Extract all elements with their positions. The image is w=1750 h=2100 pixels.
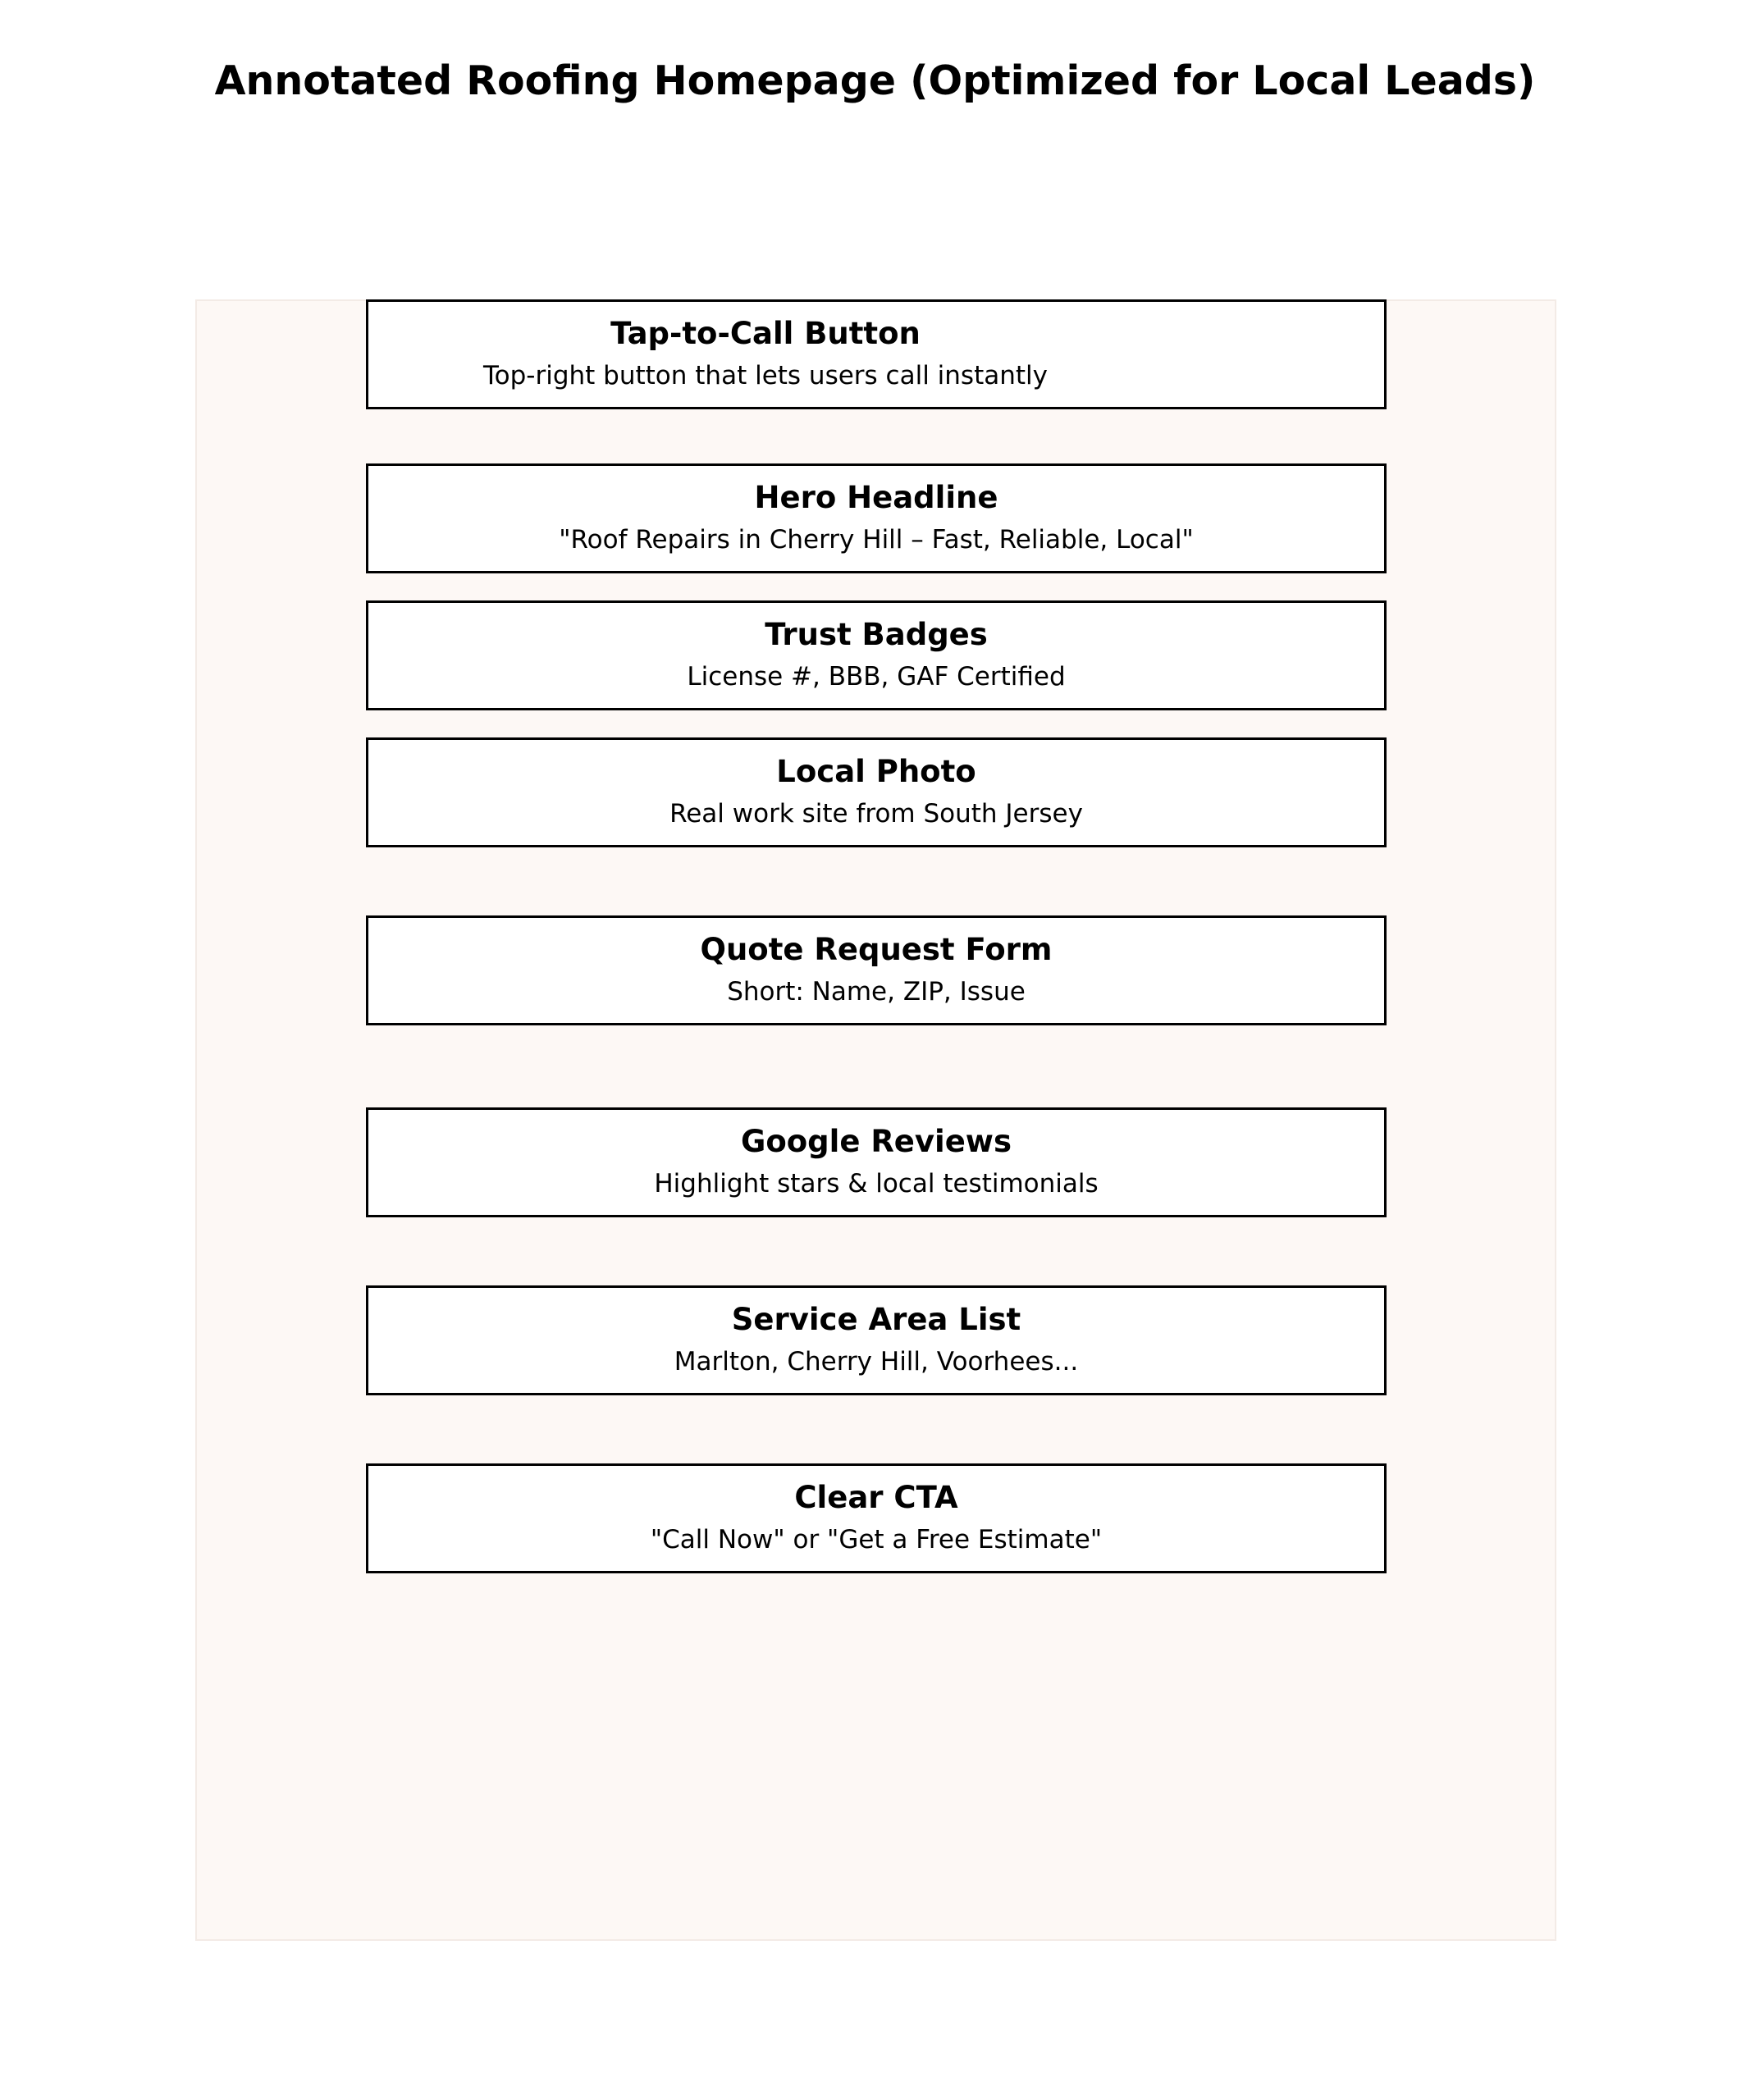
annotation-box-service-area-list: [366, 1285, 1387, 1395]
annotation-description: Real work site from South Jersey: [669, 799, 1083, 829]
annotation-box-trust-badges: [366, 600, 1387, 710]
annotation-title: Clear CTA: [794, 1480, 958, 1515]
annotation-description: Short: Name, ZIP, Issue: [727, 977, 1026, 1007]
annotation-box-hero-headline: [366, 463, 1387, 573]
annotation-box-quote-request-form: [366, 915, 1387, 1025]
annotation-box-google-reviews: [366, 1107, 1387, 1217]
annotation-box-tap-to-call: [366, 299, 1387, 409]
annotation-box-clear-cta: [366, 1463, 1387, 1573]
annotation-title: Hero Headline: [754, 480, 998, 515]
annotation-box-local-photo: [366, 737, 1387, 847]
annotation-description: License #, BBB, GAF Certified: [687, 662, 1066, 692]
annotation-title: Google Reviews: [740, 1124, 1012, 1159]
annotation-title: Quote Request Form: [700, 932, 1053, 967]
annotation-description: Marlton, Cherry Hill, Voorhees...: [674, 1347, 1079, 1376]
annotation-description: Highlight stars & local testimonials: [654, 1169, 1099, 1198]
annotation-description: Top-right button that lets users call instantly: [482, 361, 1048, 390]
annotation-title: Tap-to-Call Button: [610, 316, 921, 351]
page-title: Annotated Roofing Homepage (Optimized for Local Leads): [214, 57, 1536, 104]
annotation-title: Local Photo: [776, 754, 976, 789]
annotation-title: Trust Badges: [765, 617, 988, 652]
annotation-description: "Call Now" or "Get a Free Estimate": [650, 1525, 1103, 1554]
annotation-title: Service Area List: [731, 1302, 1021, 1337]
annotation-description: "Roof Repairs in Cherry Hill – Fast, Reliable, Local": [559, 525, 1194, 555]
